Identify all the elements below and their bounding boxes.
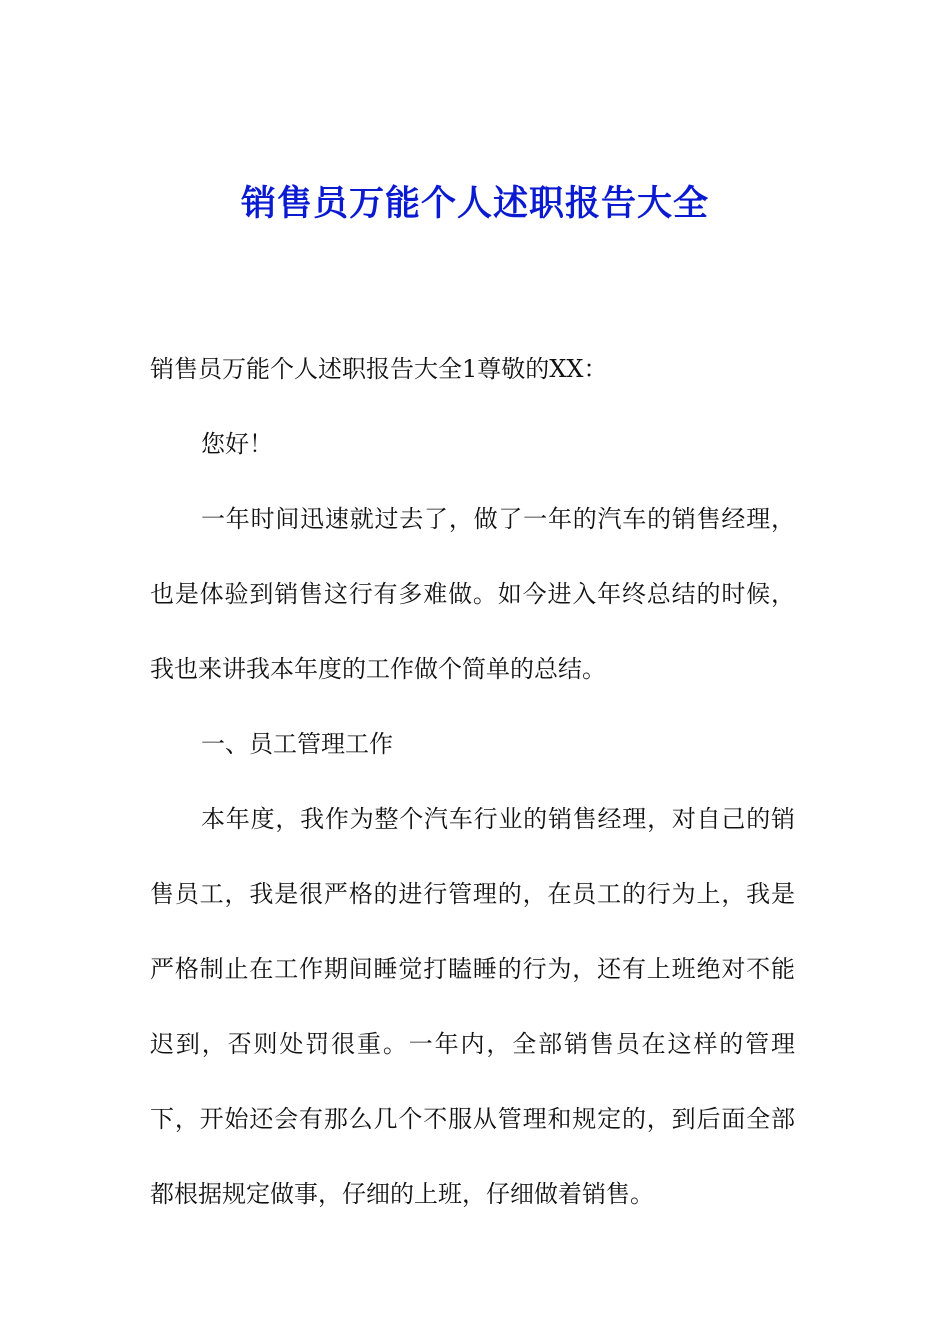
document-body — [150, 332, 795, 1232]
intro-paragraph: 一年时间迅速就过去了，做了一年的汽车的销售经理，也是体验到销售这行有多难做。如今进入年终总结的时候，我也来讲我本年度的工作做个简单的总结。 — [150, 505, 795, 683]
greeting-paragraph: 您好！ — [201, 430, 273, 458]
salutation-paragraph: 销售员万能个人述职报告大全1尊敬的XX： — [150, 355, 608, 383]
document-title: 销售员万能个人述职报告大全 — [240, 184, 709, 224]
body-paragraph: 本年度，我作为整个汽车行业的销售经理，对自己的销售员工，我是很严格的进行管理的，在员工的行为上，我是严格制止在工作期间睡觉打瞌睡的行为，还有上班绝对不能迟到，否则处罚很重。一年内，全部销售员在这样的管理下，开始还会有那么几个不服从管理和规定的，到后面全部都根据规定做事，仔细的上班，仔细做着销售。 — [150, 805, 795, 1208]
section-heading: 一、员工管理工作 — [201, 730, 393, 758]
